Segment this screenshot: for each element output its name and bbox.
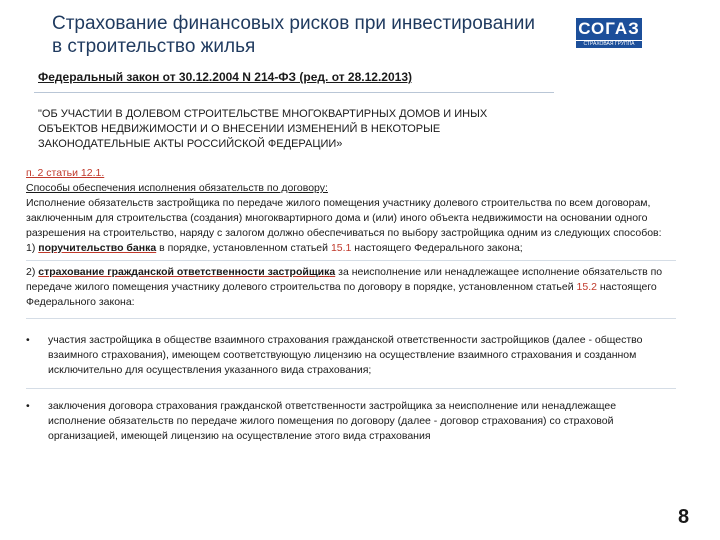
logo-wordmark: СОГАЗ: [576, 18, 642, 40]
article-reference: п. 2 статьи 12.1.: [26, 167, 105, 179]
slide-title: [52, 12, 552, 58]
bullet-item-1: • участия застройщика в обществе взаимного страхования гражданской ответственности застройщиков (далее - общество взаимного страхования), имеющем соответствующую лицензию на осуществление взаимного страхования и созданном исключительно для осуществления указанного вида страхования;: [26, 334, 643, 376]
law-heading: Федеральный закон от 30.12.2004 N 214-ФЗ (ред. от 28.12.2013): [38, 70, 412, 84]
bank-guarantee-term: поручительство банка: [38, 242, 157, 254]
bullet-icon: •: [26, 334, 30, 346]
logo-tagline: СТРАХОВАЯ ГРУППА: [576, 41, 642, 48]
section-subtitle: Способы обеспечения исполнения обязательств по договору:: [26, 182, 328, 194]
divider-top: [34, 92, 554, 93]
divider-2: [26, 318, 676, 319]
article-ref-15-1: 15.1: [330, 242, 352, 254]
bullet-item-2: • заключения договора страхования гражданской ответственности застройщика за неисполнение или ненадлежащее исполнение обязательств по передаче жилого помещения по договору (далее - договор страхования) со страховой организацией, имеющей лицензию на осуществление этого вида страхования: [26, 400, 617, 442]
law-body: [26, 166, 676, 444]
page-number: 8: [678, 506, 690, 528]
sogaz-logo: [576, 18, 642, 48]
law-title-line2: ОБЪЕКТОВ НЕДВИЖИМОСТИ И О ВНЕСЕНИИ ИЗМЕНЕНИЙ В НЕКОТОРЫЕ: [38, 123, 441, 135]
law-title-line3: ЗАКОНОДАТЕЛЬНЫЕ АКТЫ РОССИЙСКОЙ ФЕДЕРАЦИИ»: [38, 138, 343, 150]
slide-title-line2: в строительство жилья: [52, 36, 256, 57]
law-title-line1: "ОБ УЧАСТИИ В ДОЛЕВОМ СТРОИТЕЛЬСТВЕ МНОГОКВАРТИРНЫХ ДОМОВ И ИНЫХ: [38, 108, 488, 120]
list-item-2: 2) страхование гражданской ответственности застройщика за неисполнение или ненадлежащее исполнение обязательств по передаче жилого помещения участнику долевого строительства по договору в порядке, установленном статьей 15.2 настоящего Федерального закона:: [26, 266, 663, 308]
law-title: [38, 107, 558, 152]
liability-insurance-term: страхование гражданской ответственности застройщика: [38, 266, 336, 278]
slide-title-line1: Страхование финансовых рисков при инвестировании: [52, 13, 535, 34]
divider-1: [26, 260, 676, 261]
divider-3: [26, 388, 676, 389]
list-item-1: 1) поручительство банка в порядке, установленном статьей 15.1 настоящего Федерального закона;: [26, 242, 523, 254]
paragraph-intro: Исполнение обязательств застройщика по передаче жилого помещения участнику долевого строительства по всем договорам, заключенным для строительства (создания) многоквартирного дома и (или) иного объекта недвижимости на основании одного разрешения на строительство, наряду с залогом должно обеспечиваться по выбору застройщика одним из следующих способов:: [26, 197, 662, 239]
bullet-icon: •: [26, 400, 30, 412]
article-ref-15-2: 15.2: [576, 281, 597, 293]
